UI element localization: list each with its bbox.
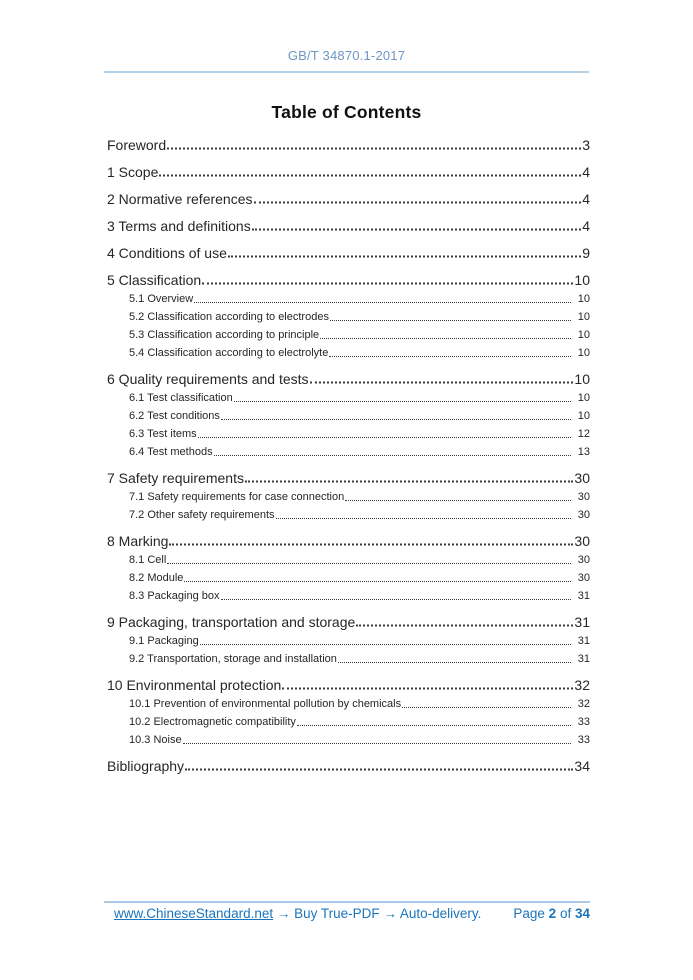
dot-leader: [159, 175, 581, 177]
dot-leader: [167, 148, 581, 150]
toc-entry-page: 30: [577, 572, 590, 584]
toc-entry: [107, 328, 590, 342]
footer-left: [104, 906, 481, 921]
dot-leader: [228, 256, 581, 258]
toc-entry: [107, 758, 590, 774]
dot-leader: [252, 229, 581, 231]
toc-entry: [107, 137, 590, 153]
toc-entry: [107, 533, 590, 549]
toc-entry-label: 6 Quality requirements and tests: [107, 371, 309, 387]
dot-leader: [184, 581, 570, 582]
dot-leader: [234, 401, 571, 402]
toc-entry: [107, 715, 590, 729]
toc-entry-page: 4: [582, 218, 590, 234]
dot-leader: [282, 688, 573, 690]
toc-entry-page: 10: [574, 371, 590, 387]
toc-entry-page: 33: [577, 734, 590, 746]
toc-entry: [107, 218, 590, 234]
toc-entry-page: 10: [577, 392, 590, 404]
toc-entry-label: 5 Classification: [107, 272, 202, 288]
dot-leader: [320, 338, 571, 339]
dot-leader: [356, 625, 573, 627]
toc-entry-label: 7 Safety requirements: [107, 470, 244, 486]
toc-entry-label: 6.3 Test items: [129, 428, 197, 440]
dot-leader: [169, 544, 573, 546]
dot-leader: [214, 455, 571, 456]
dot-leader: [221, 419, 571, 420]
toc-entry-page: 10: [577, 329, 590, 341]
toc-entry-label: 10.1 Prevention of environmental pollution by chemicals: [129, 698, 402, 710]
dot-leader: [194, 302, 571, 303]
toc-entry: [107, 346, 590, 360]
toc-entry-label: 6.1 Test classification: [129, 392, 233, 404]
page-label: Page: [513, 906, 545, 921]
toc-entry-page: 30: [574, 470, 590, 486]
toc-entry: [107, 553, 590, 567]
toc-entry: [107, 409, 590, 423]
toc-entry: [107, 677, 590, 693]
dot-leader: [200, 644, 571, 645]
toc-entry: [107, 652, 590, 666]
toc-entry-label: 7.1 Safety requirements for case connection: [129, 491, 345, 503]
toc-entry-page: 10: [577, 347, 590, 359]
toc-entry-page: 30: [577, 509, 590, 521]
toc-entry-label: 2 Normative references: [107, 191, 253, 207]
toc-entry-page: 31: [574, 614, 590, 630]
toc-entry-label: 5.1 Overview: [129, 293, 194, 305]
toc-entry: [107, 164, 590, 180]
toc-entry-label: 5.3 Classification according to principle: [129, 329, 320, 341]
toc-entry: [107, 371, 590, 387]
toc-entry: [107, 490, 590, 504]
toc-entry-page: 9: [582, 245, 590, 261]
toc-entry-label: 7.2 Other safety requirements: [129, 509, 275, 521]
dot-leader: [254, 202, 582, 204]
toc-entry-page: 30: [577, 554, 590, 566]
current-page-number: 2: [548, 906, 557, 921]
footer-text-row: [104, 906, 590, 921]
toc-entry: [107, 427, 590, 441]
toc-entry-page: 30: [577, 491, 590, 503]
toc-entry-label: 5.4 Classification according to electrolyte: [129, 347, 329, 359]
toc-entry-label: 5.2 Classification according to electrodes: [129, 311, 329, 323]
toc-entry-label: Foreword: [107, 137, 167, 153]
toc-entry-label: 9.2 Transportation, storage and installation: [129, 653, 337, 665]
footer-tagline: → Buy True-PDF → Auto-delivery.: [273, 906, 482, 921]
toc-entry-label: 3 Terms and definitions: [107, 218, 251, 234]
toc-entry: [107, 292, 590, 306]
toc-entry-label: Bibliography: [107, 758, 185, 774]
dot-leader: [338, 662, 571, 663]
toc-entry-page: 34: [574, 758, 590, 774]
dot-leader: [183, 743, 571, 744]
toc-entry: [107, 634, 590, 648]
toc-entry: [107, 589, 590, 603]
dot-leader: [167, 563, 570, 564]
toc-entry-page: 31: [577, 653, 590, 665]
toc-entry-page: 10: [577, 311, 590, 323]
toc-entry: [107, 571, 590, 585]
toc-list: [107, 137, 590, 774]
toc-entry-label: 8.2 Module: [129, 572, 184, 584]
dot-leader: [330, 320, 571, 321]
dot-leader: [185, 769, 573, 771]
toc-entry-label: 6.4 Test methods: [129, 446, 213, 458]
site-link[interactable]: www.ChineseStandard.net: [114, 906, 274, 921]
total-page-number: 34: [574, 906, 590, 921]
toc-entry-page: 30: [574, 533, 590, 549]
toc-entry-label: 9.1 Packaging: [129, 635, 199, 647]
toc-entry: [107, 310, 590, 324]
page-indicator: [513, 906, 590, 921]
toc-entry: [107, 614, 590, 630]
toc-entry-label: 10.2 Electromagnetic compatibility: [129, 716, 296, 728]
toc-entry-page: 13: [577, 446, 590, 458]
toc-entry: [107, 191, 590, 207]
header-divider: [104, 71, 589, 73]
toc-entry-page: 4: [582, 164, 590, 180]
dot-leader: [329, 356, 570, 357]
toc-entry-label: 10 Environmental protection: [107, 677, 282, 693]
toc-entry-page: 10: [577, 293, 590, 305]
toc-entry-page: 32: [574, 677, 590, 693]
dot-leader: [297, 725, 571, 726]
toc-entry-label: 9 Packaging, transportation and storage: [107, 614, 356, 630]
toc-entry: [107, 445, 590, 459]
toc-entry-page: 10: [577, 410, 590, 422]
page-title: Table of Contents: [271, 102, 422, 122]
of-label: of: [559, 906, 572, 921]
dot-leader: [202, 283, 573, 285]
toc-entry: [107, 697, 590, 711]
toc-entry-label: 4 Conditions of use: [107, 245, 227, 261]
toc-entry-label: 8 Marking: [107, 533, 169, 549]
footer-divider: [104, 901, 590, 903]
dot-leader: [198, 437, 571, 438]
toc-entry-page: 3: [582, 137, 590, 153]
toc-entry-page: 4: [582, 191, 590, 207]
dot-leader: [276, 518, 571, 519]
toc-entry-page: 31: [577, 635, 590, 647]
dot-leader: [245, 481, 573, 483]
toc-entry-label: 6.2 Test conditions: [129, 410, 220, 422]
toc-entry-page: 12: [577, 428, 590, 440]
dot-leader: [221, 599, 571, 600]
toc-entry-page: 32: [577, 698, 590, 710]
dot-leader: [345, 500, 571, 501]
page-footer: [104, 901, 590, 921]
toc-entry: [107, 391, 590, 405]
page-header: [104, 0, 589, 73]
dot-leader: [310, 382, 574, 384]
standard-number: GB/T 34870.1-2017: [287, 48, 406, 63]
toc-entry: [107, 245, 590, 261]
toc-entry: [107, 272, 590, 288]
toc-entry-page: 31: [577, 590, 590, 602]
toc-entry-page: 33: [577, 716, 590, 728]
toc-entry: [107, 470, 590, 486]
toc-entry-label: 10.3 Noise: [129, 734, 182, 746]
dot-leader: [402, 707, 571, 708]
toc-entry: [107, 508, 590, 522]
toc-entry: [107, 733, 590, 747]
toc-entry-label: 8.1 Cell: [129, 554, 167, 566]
toc-entry-page: 10: [574, 272, 590, 288]
toc-entry-label: 8.3 Packaging box: [129, 590, 220, 602]
toc-entry-label: 1 Scope: [107, 164, 159, 180]
